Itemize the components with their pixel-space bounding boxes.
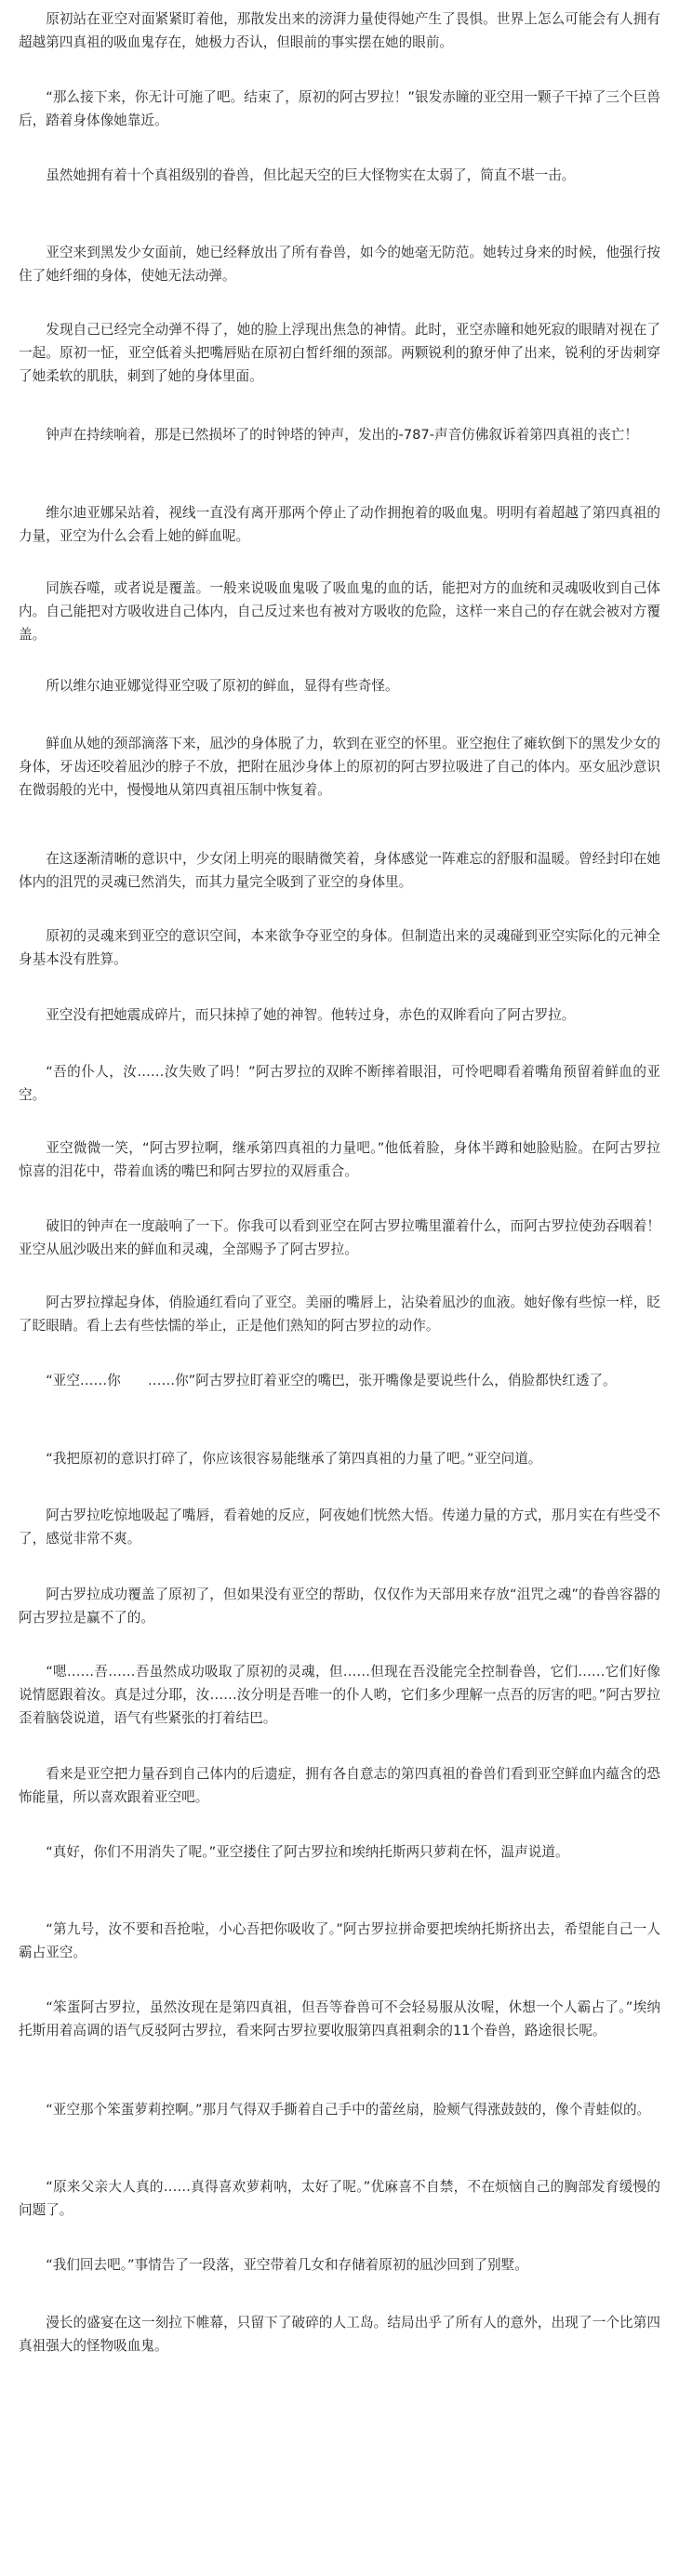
- paragraph: 原初站在亚空对面紧紧盯着他，那散发出来的滂湃力量使得她产生了畏惧。世界上怎么可能会有人拥有超越第四真祖的吸血鬼存在，她极力否认，但眼前的事实摆在她的眼前。: [19, 11, 660, 50]
- paragraph: 阿古罗拉吃惊地吸起了嘴唇，看着她的反应，阿夜她们恍然大悟。传递力量的方式，那月实在有些受不了，感觉非常不爽。: [19, 1507, 660, 1547]
- paragraph: “真好，你们不用消失了呢。”亚空搂住了阿古罗拉和埃纳托斯两只萝莉在怀，温声说道。: [46, 1844, 569, 1860]
- paragraph: 漫长的盛宴在这一刻拉下帷幕，只留下了破碎的人工岛。结局出乎了所有人的意外，出现了一个比第四真祖强大的怪物吸血鬼。: [19, 2315, 660, 2354]
- paragraph: “吾的仆人，汝……汝失败了吗！”阿古罗拉的双眸不断摔着眼泪，可怜吧唧看着嘴角预留着鲜血的亚空。: [19, 1064, 660, 1103]
- paragraph: “第九号，汝不要和吾抢啦，小心吾把你吸收了。”阿古罗拉拼命要把埃纳托斯挤出去，希望能自己一人霸占亚空。: [19, 1921, 660, 1960]
- paragraph: 同族吞噬，或者说是覆盖。一般来说吸血鬼吸了吸血鬼的血的话，能把对方的血统和灵魂吸收到自己体内。自己能把对方吸收进自己体内，自己反过来也有被对方吸收的危险，这样一来自己的存在就会被对方覆盖。: [19, 580, 660, 643]
- paragraph: “嗯……吾……吾虽然成功吸取了原初的灵魂，但……但现在吾没能完全控制眷兽，它们……它们好像说情愿跟着汝。真是过分耶，汝……汝分明是吾唯一的仆人哟，它们多少理解一点吾的厉害的吧。”阿古罗拉歪着脑袋说道，语气有些紧张的打着结巴。: [19, 1664, 660, 1726]
- paragraph: 发现自己已经完全动弹不得了，她的脸上浮现出焦急的神情。此时，亚空赤瞳和她死寂的眼睛对视在了一起。原初一怔，亚空低着头把嘴唇贴在原初白皙纤细的颈部。两颗锐利的獠牙伸了出来，锐利的牙齿刺穿了她柔软的肌肤，刺到了她的身体里面。: [19, 322, 660, 384]
- paragraph: “那么接下来，你无计可施了吧。结束了，原初的阿古罗拉！”银发赤瞳的亚空用一颗子干掉了三个巨兽后，踏着身体像她靠近。: [19, 89, 660, 128]
- paragraph: 亚空来到黑发少女面前，她已经释放出了所有眷兽，如今的她毫无防范。她转过身来的时候，他强行按住了她纤细的身体，使她无法动弹。: [19, 245, 660, 284]
- paragraph: 原初的灵魂来到亚空的意识空间，本来欲争夺亚空的身体。但制造出来的灵魂碰到亚空实际化的元神全身基本没有胜算。: [19, 928, 660, 967]
- paragraph: “我们回去吧。”事情告了一段落，亚空带着几女和存储着原初的凪沙回到了别墅。: [46, 2257, 528, 2273]
- paragraph: “亚空那个笨蛋萝莉控啊。”那月气得双手撕着自己手中的蕾丝扇，脸颊气得涨鼓鼓的，像个青蛙似的。: [46, 2102, 651, 2118]
- paragraph: 维尔迪亚娜呆站着，视线一直没有离开那两个停止了动作拥抱着的吸血鬼。明明有着超越了第四真祖的力量，亚空为什么会看上她的鲜血呢。: [19, 505, 660, 544]
- paragraph: “亚空……你 ……你”阿古罗拉盯着亚空的嘴巴，张开嘴像是要说些什么，俏脸都快红透了。: [46, 1373, 617, 1388]
- paragraph: 阿古罗拉撑起身体，俏脸通红看向了亚空。美丽的嘴唇上，沾染着凪沙的血液。她好像有些惊一样，眨了眨眼睛。看上去有些怯懦的举止，正是他们熟知的阿古罗拉的动作。: [19, 1295, 660, 1334]
- paragraph: 虽然她拥有着十个真祖级别的眷兽，但比起天空的巨大怪物实在太弱了，简直不堪一击。: [46, 167, 576, 183]
- paragraph: 看来是亚空把力量吞到自己体内的后遗症，拥有各自意志的第四真祖的眷兽们看到亚空鲜血内蕴含的恐怖能量，所以喜欢跟着亚空吧。: [19, 1766, 660, 1805]
- paragraph: 鲜血从她的颈部滴落下来，凪沙的身体脱了力，软到在亚空的怀里。亚空抱住了瘫软倒下的黑发少女的身体，牙齿还咬着凪沙的脖子不放，把附在凪沙身体上的原初的阿古罗拉吸进了自己的体内。巫女凪沙意识在微弱般的光中，慢慢地从第四真祖压制中恢复着。: [19, 736, 660, 798]
- paragraph: “我把原初的意识打碎了，你应该很容易能继承了第四真祖的力量了吧。”亚空问道。: [46, 1451, 542, 1467]
- paragraph: “原来父亲大人真的……真得喜欢萝莉呐，太好了呢。”优麻喜不自禁，不在烦恼自己的胸部发育缓慢的问题了。: [19, 2179, 660, 2218]
- paragraph: 亚空微微一笑，“阿古罗拉啊，继承第四真祖的力量吧。”他低着脸，身体半蹲和她脸贴脸。在阿古罗拉惊喜的泪花中，带着血诱的嘴巴和阿古罗拉的双唇重合。: [19, 1140, 660, 1179]
- paragraph: 破旧的钟声在一度敲响了一下。你我可以看到亚空在阿古罗拉嘴里灌着什么，而阿古罗拉使劲吞咽着！亚空从凪沙吸出来的鲜血和灵魂，全部赐予了阿古罗拉。: [19, 1218, 660, 1257]
- paragraph: 钟声在持续响着，那是已然损坏了的时钟塔的钟声，发出的-787-声音仿佛叙诉着第四真祖的丧亡！: [46, 427, 638, 443]
- paragraph: “笨蛋阿古罗拉，虽然汝现在是第四真祖，但吾等眷兽可不会轻易服从汝喔，休想一个人霸占了。”埃纳托斯用着高调的语气反驳阿古罗拉，看来阿古罗拉要收服第四真祖剩余的11个眷兽，路途很长呢。: [19, 1999, 660, 2038]
- paragraph: 阿古罗拉成功覆盖了原初了，但如果没有亚空的帮助，仅仅作为天部用来存放“沮咒之魂”的眷兽容器的阿古罗拉是赢不了的。: [19, 1587, 660, 1626]
- paragraph: 所以维尔迪亚娜觉得亚空吸了原初的鲜血，显得有些奇怪。: [46, 678, 399, 694]
- paragraph: 在这逐渐清晰的意识中，少女闭上明亮的眼睛微笑着，身体感觉一阵难忘的舒服和温暖。曾经封印在她体内的沮咒的灵魂已然消失，而其力量完全吸到了亚空的身体里。: [19, 851, 660, 890]
- paragraph: 亚空没有把她震成碎片，而只抹掉了她的神智。他转过身，赤色的双眸看向了阿古罗拉。: [46, 1007, 576, 1023]
